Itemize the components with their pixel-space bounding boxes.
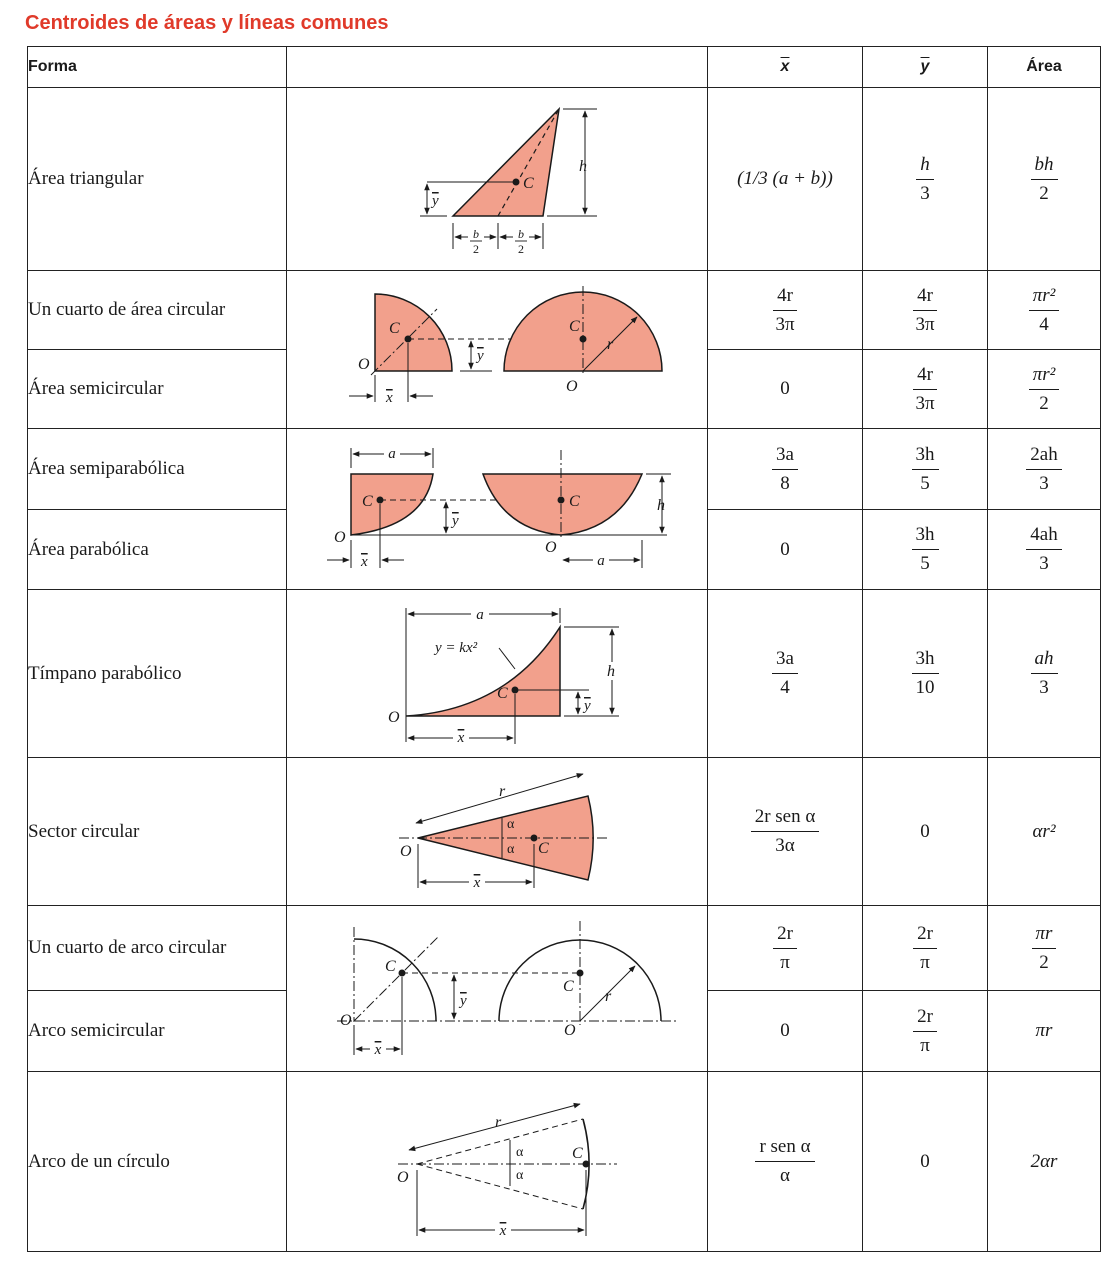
- label-c: C: [497, 684, 508, 702]
- spandrel-shape: [406, 627, 560, 716]
- centroid-dot: [583, 1160, 590, 1167]
- table-row: [28, 906, 1101, 991]
- label-ybar: y: [460, 992, 467, 1009]
- header-area: Área: [988, 47, 1101, 88]
- centroid-dot: [558, 497, 565, 504]
- label-xbar: x: [473, 874, 481, 891]
- label-a: a: [476, 606, 484, 623]
- area-value: $\frac{4ah}{3}$: [988, 510, 1101, 590]
- ybar-value: $\frac{3h}{10}$: [863, 590, 988, 758]
- area-value: αr²: [988, 758, 1101, 906]
- label-c2: C: [569, 493, 580, 510]
- area-value: 2αr: [988, 1072, 1101, 1252]
- figure-triangle: [287, 88, 708, 271]
- label-c2: C: [563, 977, 574, 995]
- arcs-diagram: [287, 907, 708, 1071]
- centroid-table: [27, 46, 1101, 1252]
- label-h: h: [607, 662, 615, 680]
- label-ybar: y: [477, 347, 484, 364]
- header-xbar: $\overline{x}$: [708, 47, 863, 88]
- shape-name: Arco de un círculo: [28, 1072, 287, 1252]
- table-row: [28, 429, 1101, 510]
- label-o: O: [358, 355, 370, 373]
- ybar-value: 0: [863, 1072, 988, 1252]
- table-row: [28, 271, 1101, 350]
- xbar-value: 2r sen α 3α: [708, 758, 863, 906]
- label-o: O: [334, 529, 346, 546]
- label-alpha1: α: [507, 816, 515, 832]
- shape-name: Un cuarto de área circular: [28, 271, 287, 350]
- figure-parabolic-areas: [287, 429, 708, 590]
- label-c: C: [523, 175, 534, 192]
- figure-spandrel: [287, 590, 708, 758]
- label-c2: C: [569, 317, 580, 335]
- label-o: O: [400, 842, 412, 860]
- area-value: $\frac{\text{πr²}}{2}$: [988, 350, 1101, 429]
- label-c: C: [389, 319, 400, 337]
- label-ybar: y: [584, 697, 591, 714]
- label-xbar: x: [374, 1041, 382, 1058]
- triangle-diagram: [287, 89, 708, 269]
- centroid-dot: [513, 179, 520, 186]
- label-c: C: [538, 839, 549, 857]
- ybar-value: $\frac{2r}{\pi}$: [863, 991, 988, 1072]
- label-c: C: [572, 1144, 583, 1162]
- ybar-value: $\frac{3h}{5}$: [863, 429, 988, 510]
- centroid-dot: [580, 335, 587, 342]
- label-xbar: x: [457, 729, 465, 746]
- shape-name: Tímpano parabólico: [28, 590, 287, 758]
- ybar-value: $\frac{4r}{3\pi}$: [863, 350, 988, 429]
- label-a: a: [388, 446, 396, 462]
- shape-name: Arco semicircular: [28, 991, 287, 1072]
- label-two2: 2: [518, 242, 524, 256]
- label-xbar: x: [386, 389, 393, 406]
- table-row: [28, 590, 1101, 758]
- label-o2: O: [564, 1021, 576, 1039]
- centroid-dot: [577, 969, 584, 976]
- parabolic-areas-diagram: [287, 430, 708, 588]
- circular-areas-diagram: [287, 272, 708, 428]
- label-two1: 2: [473, 242, 479, 256]
- shape-name: Un cuarto de arco circular: [28, 906, 287, 991]
- area-value: πr: [988, 991, 1101, 1072]
- area-value: $\frac{2ah}{3}$: [988, 429, 1101, 510]
- header-forma: Forma: [28, 47, 287, 88]
- ybar-value: $\frac{3h}{5}$: [863, 510, 988, 590]
- label-c: C: [385, 957, 396, 975]
- label-ybar: y: [452, 513, 459, 529]
- label-o: O: [388, 708, 400, 726]
- centroid-dot: [377, 497, 384, 504]
- xbar-value: 0: [708, 350, 863, 429]
- xbar-value: 0: [708, 510, 863, 590]
- table-row: [28, 88, 1101, 271]
- label-h: h: [657, 497, 665, 514]
- label-xbar: x: [499, 1222, 507, 1239]
- xbar-value: (1/3 (a + b)): [708, 88, 863, 271]
- xbar-value: $\frac{2r}{\pi}$: [708, 906, 863, 991]
- xbar-value: $\frac{3a}{8}$: [708, 429, 863, 510]
- xbar-value: $\frac{4r}{3\pi}$: [708, 271, 863, 350]
- xbar-value: 0: [708, 991, 863, 1072]
- label-ybar: y: [432, 193, 439, 209]
- label-curve: y = kx²: [435, 639, 478, 656]
- spandrel-diagram: [287, 592, 708, 756]
- sector-diagram: [287, 760, 708, 904]
- centroid-dot: [531, 834, 538, 841]
- header-ybar: $\overline{y}$: [863, 47, 988, 88]
- label-r: r: [499, 782, 506, 800]
- centroid-dot: [399, 969, 406, 976]
- page-title: Centroides de áreas y líneas comunes: [25, 12, 389, 34]
- table-row: [28, 758, 1101, 906]
- label-alpha1: α: [516, 1144, 524, 1160]
- label-r: r: [607, 335, 614, 353]
- shape-name: Área parabólica: [28, 510, 287, 590]
- shape-name: Área triangular: [28, 88, 287, 271]
- ybar-value: $\frac{h}{3}$: [863, 88, 988, 271]
- figure-circular-areas: [287, 271, 708, 429]
- triangle-shape: [453, 109, 559, 216]
- xbar-value: $\frac{3a}{4}$: [708, 590, 863, 758]
- label-b1: b: [473, 227, 479, 241]
- label-h: h: [579, 158, 587, 175]
- header-row: [28, 47, 1101, 88]
- figure-arcs: [287, 906, 708, 1072]
- label-o2: O: [545, 539, 557, 556]
- label-o: O: [397, 1168, 409, 1186]
- area-value: $\frac{\pi r}{2}$: [988, 906, 1101, 991]
- label-xbar: x: [361, 554, 368, 570]
- centroid-dot: [405, 335, 412, 342]
- ybar-value: $\frac{4r}{3\pi}$: [863, 271, 988, 350]
- label-o2: O: [566, 377, 578, 395]
- label-r: r: [605, 987, 612, 1005]
- label-o: O: [340, 1011, 352, 1029]
- shape-name: Sector circular: [28, 758, 287, 906]
- label-r: r: [495, 1113, 502, 1131]
- header-figure: [287, 47, 708, 88]
- shape-name: Área semicircular: [28, 350, 287, 429]
- table-row: [28, 1072, 1101, 1252]
- figure-arc: [287, 1072, 708, 1252]
- area-value: $\frac{ah}{3}$: [988, 590, 1101, 758]
- label-c: C: [362, 493, 373, 510]
- arc-diagram: [287, 1074, 708, 1250]
- label-a2: a: [597, 553, 605, 569]
- xbar-value: r sen α α: [708, 1072, 863, 1252]
- label-alpha2: α: [516, 1167, 524, 1183]
- figure-sector: [287, 758, 708, 906]
- ybar-value: $\frac{2r}{\pi}$: [863, 906, 988, 991]
- parabola-shape: [483, 474, 642, 535]
- area-value: $\frac{bh}{2}$: [988, 88, 1101, 271]
- label-b2: b: [518, 227, 524, 241]
- ybar-value: 0: [863, 758, 988, 906]
- label-alpha2: α: [507, 841, 515, 857]
- shape-name: Área semiparabólica: [28, 429, 287, 510]
- area-value: $\frac{\text{πr²}}{4}$: [988, 271, 1101, 350]
